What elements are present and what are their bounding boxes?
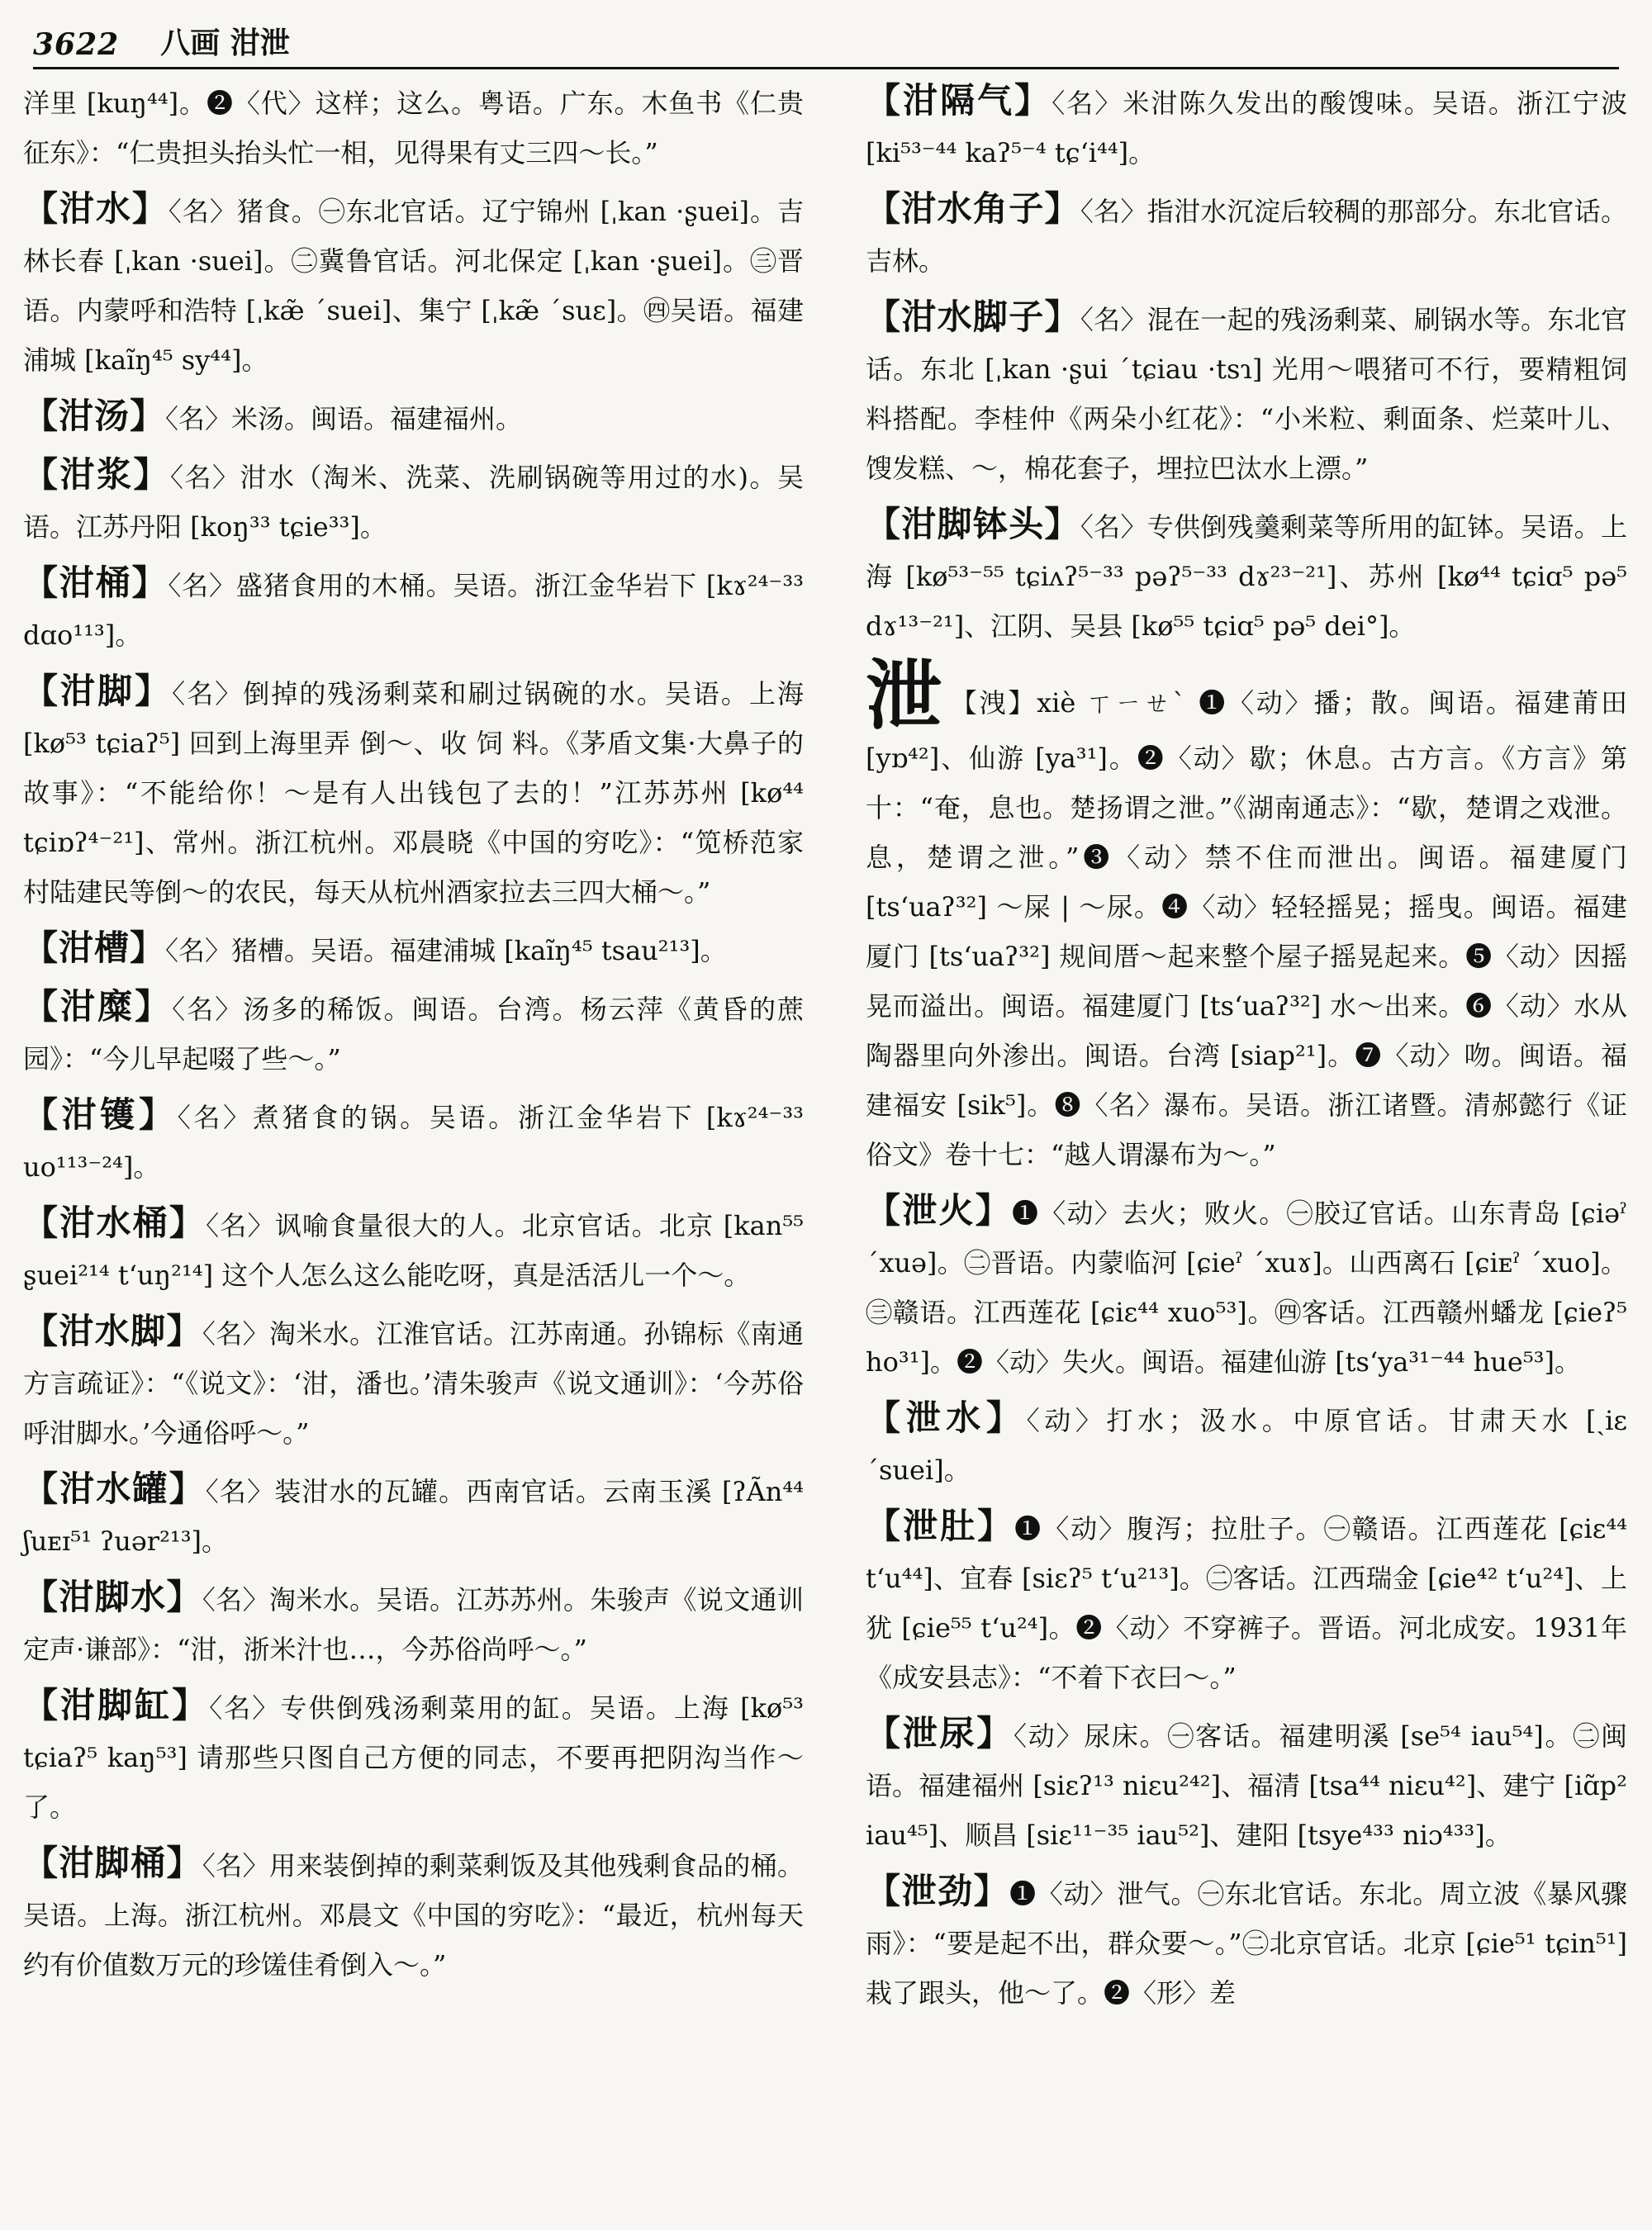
entry-definition: ❶〈动〉泄气。㊀东北官话。东北。周立波《暴风骤雨》：“要是起不出，群众要～。”㊁北京官话。北京 [ɕie⁵¹ tɕin⁵¹] 栽了跟头，他～了。❷〈形〉差 xyxy=(866,1878,1627,2009)
entry-definition: 〈名〉专供倒残汤剩菜用的缸。吴语。上海 [kø⁵³ tɕiaʔ⁵ kaŋ⁵³] 请那些只图自己方便的同志，不要再把阴沟当作～了。 xyxy=(23,1692,804,1823)
dictionary-entry xyxy=(866,1186,1627,1387)
entry-headword: 【泄火】 xyxy=(866,1190,1013,1231)
section-title: 八画 泔泄 xyxy=(160,26,290,60)
dictionary-entry xyxy=(866,292,1627,493)
entry-definition: 〈名〉猪食。㊀东北官话。辽宁锦州 [ˌkan ·ʂuei]。吉林长春 [ˌkan ·suei]。㊁冀鲁官话。河北保定 [ˌkan ·ʂuei]。㊂晋语。内蒙呼和浩特 [ˌkæ̃ ˊsuei]、集宁 [ˌkæ̃ ˊsuɛ]。㊃吴语。福建浦城 [kaĩŋ⁴⁵ sy⁴⁴]。 xyxy=(23,196,804,376)
entry-headword: 【泔脚桶】 xyxy=(23,1843,202,1883)
entry-definition: 【洩】xiè ㄒㄧㄝˋ ❶〈动〉播；散。闽语。福建莆田 [yɒ⁴²]、仙游 [ya³¹]。❷〈动〉歇；休息。古方言。《方言》第十：“奄，息也。楚扬谓之泄。”《湖南通志》：“歇，楚谓之戏泄。息，楚谓之泄。”❸〈动〉禁不住而泄出。闽语。福建厦门 [tsʻuaʔ³²] ～屎 | ～尿。❹〈动〉轻轻摇晃；摇曳。闽语。福建厦门 [tsʻuaʔ³²] 规间厝～起来整个屋子摇晃起来。❺〈动〉因摇晃而溢出。闽语。福建厦门 [tsʻuaʔ³²] 水～出来。❻〈动〉水从陶器里向外渗出。闽语。台湾 [siap²¹]。❼〈动〉吻。闽语。福建福安 [sik⁵]。❽〈名〉瀑布。吴语。浙江诸暨。清郝懿行《证俗文》卷十七：“越人谓瀑布为～。” xyxy=(866,687,1627,1170)
page-header xyxy=(33,18,1619,69)
entry-headword: 【泔糜】 xyxy=(23,986,173,1027)
entry-definition: 洋里 [kuŋ⁴⁴]。❷〈代〉这样；这么。粤语。广东。木鱼书《仁贵征东》：“仁贵担头抬头忙一相，见得果有丈三四～长。” xyxy=(23,88,804,168)
entry-definition: 〈名〉指泔水沉淀后较稠的那部分。东北官话。吉林。 xyxy=(866,196,1627,277)
entry-definition: 〈名〉装泔水的瓦罐。西南官话。云南玉溪 [ʔÃn⁴⁴ ʃuᴇɪ⁵¹ ʔuər²¹³]。 xyxy=(23,1476,804,1557)
entry-headword: 【泔汤】 xyxy=(23,396,166,436)
dictionary-entry xyxy=(23,558,804,660)
dictionary-entry xyxy=(23,76,804,178)
entry-definition: 〈名〉用来装倒掉的剩菜剩饭及其他残剩食品的桶。吴语。上海。浙江杭州。邓晨文《中国的穷吃》：“最近，杭州每天约有价值数万元的珍馐佳肴倒入～。” xyxy=(23,1850,804,1981)
entry-headword: 【泄肚】 xyxy=(866,1506,1015,1546)
entry-headword: 【泔水】 xyxy=(23,188,169,229)
dictionary-entry xyxy=(23,184,804,385)
entry-definition: 〈名〉混在一起的残汤剩菜、刷锅水等。东北官话。东北 [ˌkan ·ʂui ˊtɕiau ·tsɿ] 光用～喂猪可不行，要精粗饲料搭配。李桂仲《两朵小红花》：“小米粒、剩面条、烂菜叶儿、馊发糕、～，棉花套子，埋拉巴汰水上漂。” xyxy=(866,304,1627,484)
entry-headword: 【泔水脚】 xyxy=(23,1311,202,1351)
dictionary-entry xyxy=(23,450,804,552)
dictionary-entry xyxy=(866,1393,1627,1495)
entry-definition: 〈名〉米泔陈久发出的酸馊味。吴语。浙江宁波 [ki⁵³⁻⁴⁴ kaʔ⁵⁻⁴ tɕʻi⁴⁴]。 xyxy=(866,88,1627,168)
dictionary-entry xyxy=(866,651,1627,1179)
dictionary-entry xyxy=(23,1090,804,1192)
entry-headword: 【泔水桶】 xyxy=(23,1203,206,1243)
entry-headword: 【泔脚钵头】 xyxy=(866,504,1080,544)
entry-definition: 〈名〉汤多的稀饭。闽语。台湾。杨云萍《黄昏的蔗园》：“今儿早起啜了些～。” xyxy=(23,994,804,1075)
entry-headword: 【泄劲】 xyxy=(866,1871,1010,1911)
entry-headword: 【泔隔气】 xyxy=(866,80,1052,121)
dictionary-entry xyxy=(866,1502,1627,1702)
entry-headword: 【泔镬】 xyxy=(23,1094,178,1135)
entry-definition: 〈名〉倒掉的残汤剩菜和刷过锅碗的水。吴语。上海 [kø⁵³ tɕiaʔ⁵] 回到上海里弄 倒～、收 饲 料。《茅盾文集·大鼻子的故事》：“不能给你！～是有人出钱包了去的！”江苏苏州 [kø⁴⁴ tɕiɒʔ⁴⁻²¹]、常州。浙江杭州。邓晨晓《中国的穷吃》：“笕桥范家村陆建民等倒～的农民，每天从杭州酒家拉去三四大桶～。” xyxy=(23,678,804,908)
entry-headword: 【泔桶】 xyxy=(23,562,169,603)
dictionary-entry xyxy=(23,1198,804,1300)
entry-definition: 〈动〉尿床。㊀客话。福建明溪 [se⁵⁴ iau⁵⁴]。㊁闽语。福建福州 [siɛʔ¹³ niɛu²⁴²]、福清 [tsa⁴⁴ niɛu⁴²]、建宁 [iɑ̃p² iau⁴⁵]、顺昌 [siɛ¹¹⁻³⁵ iau⁵²]、建阳 [tsye⁴³³ niɔ⁴³³]。 xyxy=(866,1720,1627,1851)
entry-definition: ❶〈动〉去火；败火。㊀胶辽官话。山东青岛 [ɕiəˀ ˊxuə]。㊁晋语。内蒙临河 [ɕieˀ ˊxuɤ]。山西离石 [ɕiᴇˀ ˊxuo]。㊂赣语。江西莲花 [ɕiɛ⁴⁴ xuo⁵³]。㊃客话。江西赣州蟠龙 [ɕieʔ⁵ ho³¹]。❷〈动〉失火。闽语。福建仙游 [tsʻya³¹⁻⁴⁴ hue⁵³]。 xyxy=(866,1198,1627,1378)
entry-definition: 〈名〉泔水（淘米、洗菜、洗刷锅碗等用过的水)。吴语。江苏丹阳 [koŋ³³ tɕie³³]。 xyxy=(23,462,804,543)
entry-definition: ❶〈动〉腹泻；拉肚子。㊀赣语。江西莲花 [ɕiɛ⁴⁴ tʻu⁴⁴]、宜春 [siɛʔ⁵ tʻu²¹³]。㊁客话。江西瑞金 [ɕie⁴² tʻu²⁴]、上犹 [ɕie⁵⁵ tʻu²⁴]。❷〈动〉不穿裤子。晋语。河北成安。1931年《成安县志》：“不着下衣曰～。” xyxy=(866,1513,1627,1693)
entry-definition: 〈名〉煮猪食的锅。吴语。浙江金华岩下 [kɤ²⁴⁻³³ uo¹¹³⁻²⁴]。 xyxy=(23,1102,804,1183)
entry-definition: 〈名〉淘米水。江淮官话。江苏南通。孙锦标《南通方言疏证》：“《说文》：‘泔，潘也。’清朱骏声《说文通训》：‘今苏俗呼泔脚水。’今通俗呼～。” xyxy=(23,1318,804,1449)
entry-headword: 【泔水罐】 xyxy=(23,1468,206,1509)
dictionary-entry xyxy=(866,184,1627,286)
dictionary-entry xyxy=(23,391,804,444)
dictionary-entry xyxy=(23,1464,804,1566)
entry-headword: 【泔脚缸】 xyxy=(23,1685,210,1725)
dictionary-entry xyxy=(23,1307,804,1458)
entry-headword: 【泔脚水】 xyxy=(23,1577,202,1617)
entry-headword: 【泄尿】 xyxy=(866,1713,1014,1753)
entry-definition: 〈名〉米汤。闽语。福建福州。 xyxy=(165,403,523,434)
entry-definition: 〈名〉猪槽。吴语。福建浦城 [kaĩŋ⁴⁵ tsau²¹³]。 xyxy=(165,935,727,966)
dictionary-entry xyxy=(23,982,804,1084)
right-column xyxy=(866,76,1627,2215)
dictionary-entry xyxy=(23,1573,804,1674)
dictionary-entry xyxy=(23,1681,804,1832)
dictionary-entry xyxy=(23,923,804,975)
entry-headword: 【泔水脚子】 xyxy=(866,297,1080,337)
entry-headword: 【泔脚】 xyxy=(23,671,173,711)
entry-definition: 〈名〉淘米水。吴语。江苏苏州。朱骏声《说文通训定声·谦部》：“泔，浙米汁也…，今苏俗尚呼～。” xyxy=(23,1584,804,1665)
dictionary-entry xyxy=(23,1839,804,1990)
page-number: 3622 xyxy=(33,27,120,62)
entry-headword: 【泔浆】 xyxy=(23,454,170,495)
entry-definition: 〈名〉盛猪食用的木桶。吴语。浙江金华岩下 [kɤ²⁴⁻³³ dɑo¹¹³]。 xyxy=(23,570,804,651)
entry-headword: 【泔槽】 xyxy=(23,928,166,968)
left-column xyxy=(23,76,804,2215)
entry-definition: 〈名〉专供倒残羹剩菜等所用的缸钵。吴语。上海 [kø⁵³⁻⁵⁵ tɕiʌʔ⁵⁻³³ pəʔ⁵⁻³³ dɤ²³⁻²¹]、苏州 [kø⁴⁴ tɕiɑ⁵ pə⁵ dɤ¹³⁻²¹]、江阴、吴县 [kø⁵⁵ tɕiɑ⁵ pə⁵ dei°]。 xyxy=(866,511,1627,642)
entry-headword: 【泄水】 xyxy=(866,1397,1027,1438)
dictionary-entry xyxy=(866,500,1627,651)
entry-definition: 〈动〉打水；汲水。中原官话。甘肃天水 [ˏiɛ ˊsuei]。 xyxy=(866,1405,1627,1486)
head-character: 泄 xyxy=(866,651,944,740)
entry-definition: 〈名〉讽喻食量很大的人。北京官话。北京 [kan⁵⁵ ʂuei²¹⁴ tʻuŋ²¹⁴] 这个人怎么这么能吃呀，真是活活儿一个～。 xyxy=(23,1210,804,1291)
dictionary-entry xyxy=(866,76,1627,178)
dictionary-entry xyxy=(866,1867,1627,2018)
entry-headword: 【泔水角子】 xyxy=(866,188,1080,229)
dictionary-entry xyxy=(23,667,804,917)
dictionary-entry xyxy=(866,1709,1627,1860)
